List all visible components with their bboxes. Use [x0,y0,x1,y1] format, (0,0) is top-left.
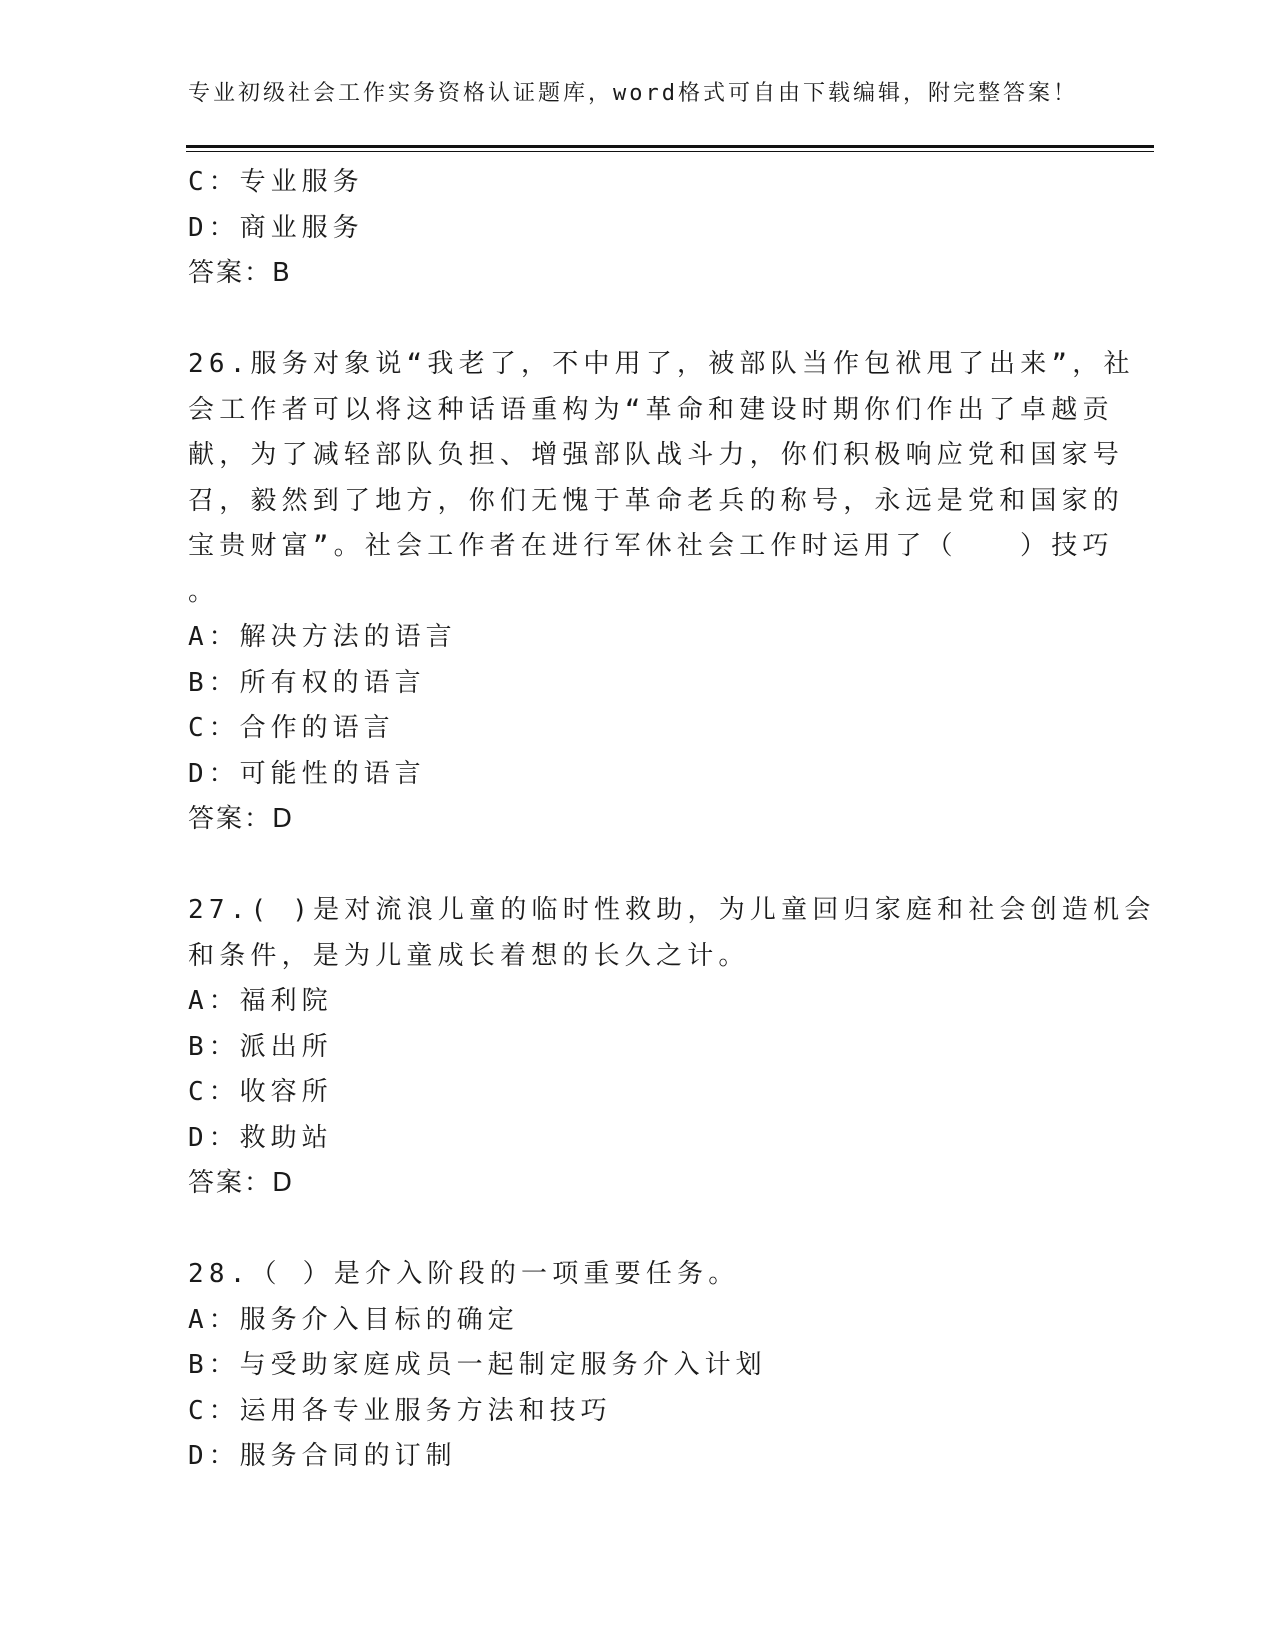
stem-line: 。 [188,576,220,607]
option-d: D：可能性的语言 [188,758,426,789]
stem-line: 和条件，是为儿童成长着想的长久之计。 [188,940,750,971]
document-body [188,160,1156,1480]
option-b: B：与受助家庭成员一起制定服务介入计划 [188,1350,767,1380]
option-a: A：解决方法的语言 [188,622,457,652]
stem-line: 27.( )是对流浪儿童的临时性救助，为儿童回归家庭和社会创造机会 [188,895,1156,925]
option-a: A：服务介入目标的确定 [188,1304,519,1335]
question-27 [188,888,1156,1207]
spacer [188,843,1088,889]
answer: 答案：D [188,804,295,834]
spacer [188,1207,1088,1253]
option-c: C：专业服务 [188,167,364,197]
question-28 [188,1252,1088,1480]
page-header: 专业初级社会工作实务资格认证题库，word格式可自由下载编辑，附完整答案！ [188,81,1078,106]
header-rule-thin [186,151,1154,152]
answer: 答案：D [188,1168,295,1198]
option-d: D：商业服务 [188,212,364,243]
stem-line: 宝贵财富”。社会工作者在进行军休社会工作时运用了（ ）技巧 [188,531,1114,561]
stem-line: 召，毅然到了地方，你们无愧于革命老兵的称号，永远是党和国家的 [188,485,1125,516]
spacer [188,297,1088,343]
option-b: B：所有权的语言 [188,667,426,698]
question-stem [188,1252,1088,1298]
option-c: C：运用各专业服务方法和技巧 [188,1395,612,1426]
stem-line: 会工作者可以将这种话语重构为“革命和建设时期你们作出了卓越贡 [188,394,1114,425]
option-c: C：收容所 [188,1077,333,1107]
question-stem [188,888,1156,979]
stem-line: 28.（ ）是介入阶段的一项重要任务。 [188,1259,740,1289]
question-stem [188,342,1135,615]
option-c: C：合作的语言 [188,713,395,743]
option-d: D：救助站 [188,1122,333,1153]
header-rule-thick [186,145,1154,148]
stem-line: 献，为了减轻部队负担、增强部队战斗力，你们积极响应党和国家号 [188,440,1125,470]
question-25-tail [188,160,1088,297]
question-26 [188,342,1135,843]
option-d: D：服务合同的订制 [188,1441,457,1471]
option-a: A：福利院 [188,986,333,1016]
stem-line: 26.服务对象说“我老了，不中用了，被部队当作包袱甩了出来”，社 [188,349,1135,379]
option-b: B：派出所 [188,1031,333,1062]
answer: 答案：B [188,258,292,288]
